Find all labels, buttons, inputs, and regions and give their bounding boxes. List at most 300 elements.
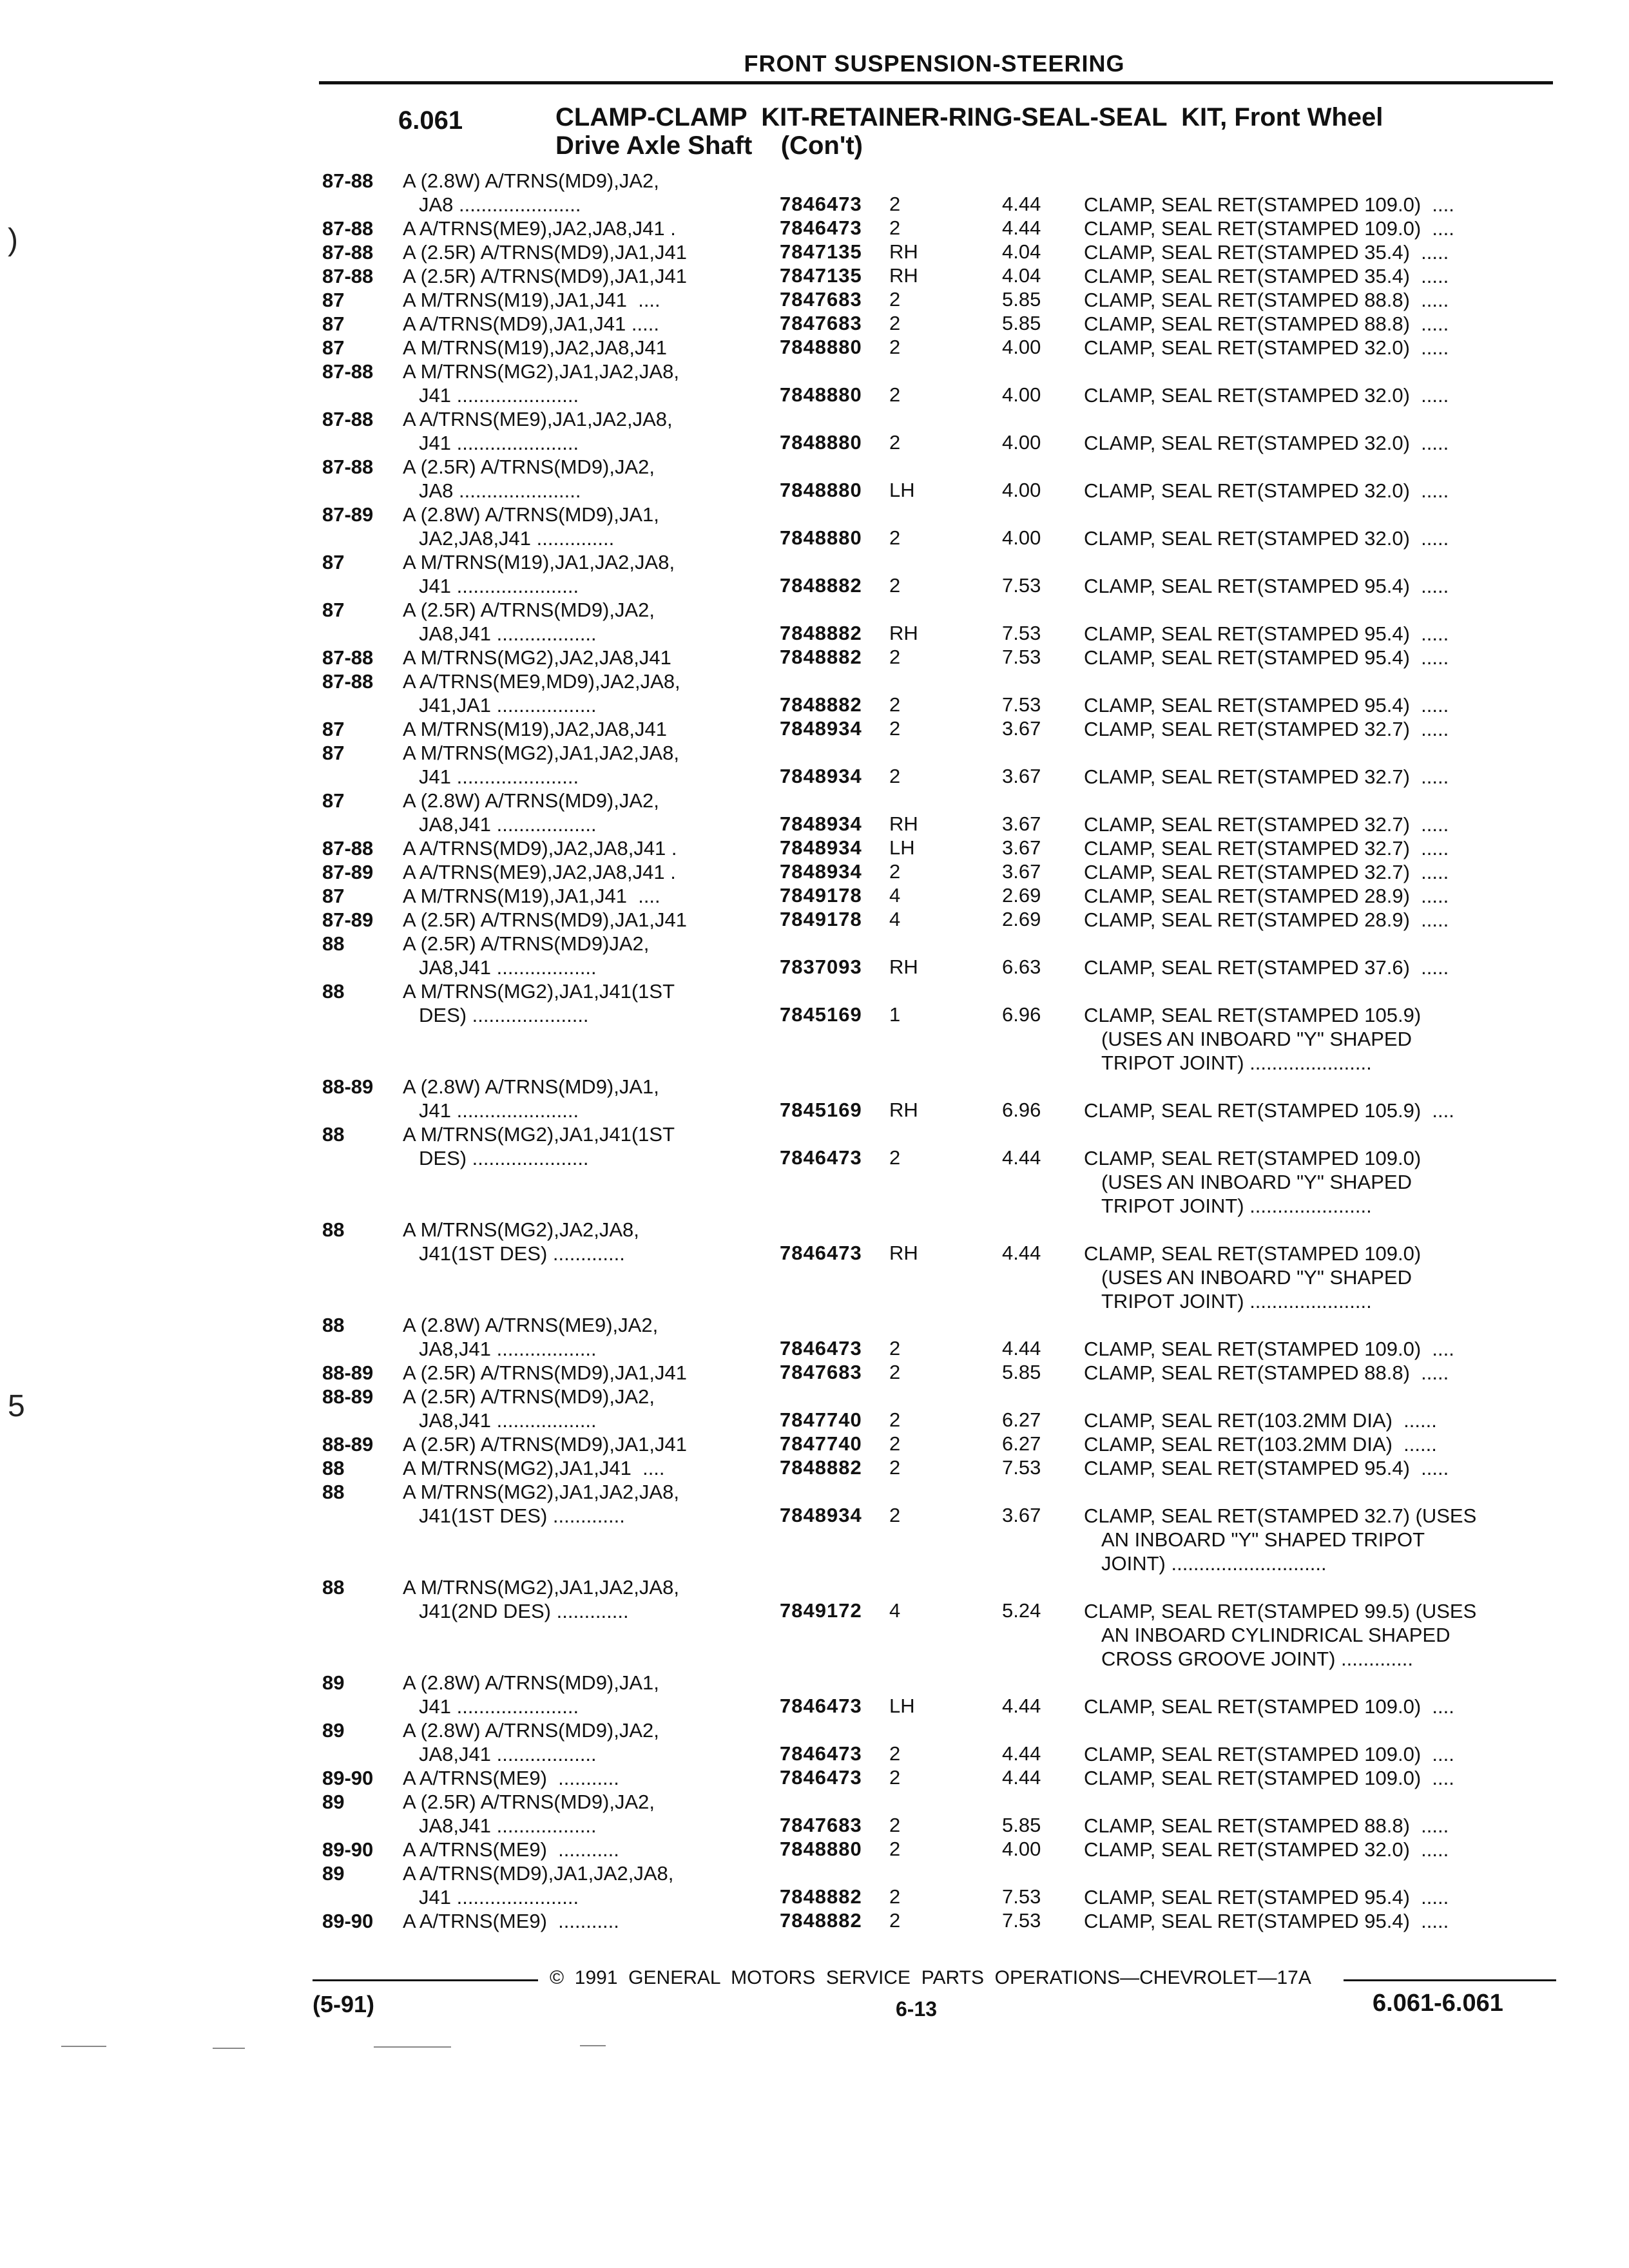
part-number: 7849178 bbox=[780, 884, 862, 907]
application-description bbox=[403, 360, 679, 407]
application-description bbox=[403, 1218, 639, 1265]
footer-section-range: 6.061-6.061 bbox=[1373, 1990, 1503, 2017]
application-description bbox=[403, 598, 655, 646]
part-description-line: CLAMP, SEAL RET(STAMPED 32.7) ..... bbox=[1084, 765, 1449, 788]
quantity: RH bbox=[889, 1242, 918, 1264]
part-number: 7847683 bbox=[780, 1814, 862, 1836]
scan-speck bbox=[61, 2046, 106, 2047]
part-description-continued: CROSS GROOVE JOINT) ............. bbox=[1101, 1648, 1413, 1670]
part-description-continued: (USES AN INBOARD "Y" SHAPED bbox=[1101, 1028, 1412, 1050]
application-line-continued: J41(2ND DES) ............. bbox=[419, 1600, 629, 1622]
application-description bbox=[403, 455, 655, 503]
part-description-line: CLAMP, SEAL RET(STAMPED 105.9) bbox=[1084, 1004, 1422, 1026]
application-line: A A/TRNS(ME9) ........... bbox=[403, 1910, 619, 1932]
part-number: 7848934 bbox=[780, 860, 862, 883]
application-line: A (2.5R) A/TRNS(MD9),JA2, bbox=[403, 599, 655, 621]
year-range: 87-88 bbox=[322, 456, 374, 478]
price: 3.67 bbox=[1002, 717, 1041, 740]
application-line-continued: J41(1ST DES) ............. bbox=[419, 1242, 625, 1265]
part-number: 7845169 bbox=[780, 1003, 862, 1026]
application-description bbox=[403, 669, 680, 717]
application-line: A M/TRNS(MG2),JA1,JA2,JA8, bbox=[403, 1576, 679, 1599]
quantity: 2 bbox=[889, 1432, 901, 1455]
quantity: LH bbox=[889, 1695, 915, 1717]
application-line: A M/TRNS(M19),JA2,JA8,J41 bbox=[403, 718, 668, 740]
application-line: A (2.5R) A/TRNS(MD9),JA2, bbox=[403, 1385, 655, 1408]
year-range: 87 bbox=[322, 312, 345, 335]
part-description-line: CLAMP, SEAL RET(STAMPED 95.4) ..... bbox=[1084, 1886, 1449, 1908]
price: 4.44 bbox=[1002, 193, 1041, 215]
quantity: 2 bbox=[889, 1337, 901, 1360]
part-description-line: CLAMP, SEAL RET(STAMPED 88.8) ..... bbox=[1084, 1814, 1449, 1837]
part-description bbox=[1084, 693, 1449, 717]
application-line: A A/TRNS(ME9) ........... bbox=[403, 1767, 619, 1789]
part-description bbox=[1084, 1766, 1454, 1790]
part-description-continued: AN INBOARD CYLINDRICAL SHAPED bbox=[1101, 1624, 1451, 1646]
page-header-title: FRONT SUSPENSION-STEERING bbox=[744, 50, 1125, 77]
price: 4.44 bbox=[1002, 1695, 1041, 1717]
price: 6.27 bbox=[1002, 1432, 1041, 1455]
application-description bbox=[403, 932, 649, 979]
part-description bbox=[1084, 264, 1449, 288]
application-line-continued: JA8 ...................... bbox=[419, 479, 581, 502]
price: 4.44 bbox=[1002, 1337, 1041, 1360]
price: 5.85 bbox=[1002, 312, 1041, 334]
part-description bbox=[1084, 312, 1449, 336]
price: 7.53 bbox=[1002, 574, 1041, 597]
price: 7.53 bbox=[1002, 622, 1041, 644]
quantity: 2 bbox=[889, 646, 901, 668]
year-range: 87-88 bbox=[322, 408, 374, 430]
part-description bbox=[1084, 431, 1449, 455]
application-line: A (2.8W) A/TRNS(MD9),JA2, bbox=[403, 789, 659, 812]
year-range: 88 bbox=[322, 1314, 345, 1336]
application-line: A M/TRNS(M19),JA2,JA8,J41 bbox=[403, 336, 668, 359]
application-line-continued: JA8 ...................... bbox=[419, 193, 581, 216]
part-description bbox=[1084, 1909, 1449, 1933]
section-title-continued: Drive Axle Shaft (Con't) bbox=[555, 131, 863, 160]
part-description-line: CLAMP, SEAL RET(STAMPED 109.0) .... bbox=[1084, 1767, 1454, 1789]
part-number: 7848880 bbox=[780, 1838, 862, 1860]
quantity: 2 bbox=[889, 288, 901, 311]
quantity: 4 bbox=[889, 884, 901, 907]
part-description-continued: (USES AN INBOARD "Y" SHAPED bbox=[1101, 1266, 1412, 1289]
part-description-line: CLAMP, SEAL RET(STAMPED 95.4) ..... bbox=[1084, 1457, 1449, 1479]
quantity: 2 bbox=[889, 765, 901, 787]
price: 3.67 bbox=[1002, 765, 1041, 787]
quantity: RH bbox=[889, 264, 918, 287]
application-description bbox=[403, 860, 676, 884]
application-description bbox=[403, 288, 660, 312]
part-number: 7847135 bbox=[780, 240, 862, 263]
part-description-line: CLAMP, SEAL RET(STAMPED 88.8) ..... bbox=[1084, 1361, 1449, 1384]
application-description bbox=[403, 216, 676, 240]
part-number: 7848882 bbox=[780, 574, 862, 597]
part-description bbox=[1084, 1885, 1449, 1909]
price: 5.85 bbox=[1002, 1361, 1041, 1383]
quantity: 2 bbox=[889, 574, 901, 597]
price: 4.44 bbox=[1002, 1146, 1041, 1169]
year-range: 87 bbox=[322, 742, 345, 764]
application-line-continued: JA8,J41 .................. bbox=[419, 1814, 597, 1837]
part-number: 7848882 bbox=[780, 646, 862, 668]
part-description-line: CLAMP, SEAL RET(STAMPED 32.7) ..... bbox=[1084, 837, 1449, 860]
year-range: 89 bbox=[322, 1671, 345, 1694]
part-description bbox=[1084, 812, 1449, 836]
quantity: LH bbox=[889, 479, 915, 501]
part-number: 7847135 bbox=[780, 264, 862, 287]
application-line-continued: J41 ...................... bbox=[419, 1099, 579, 1122]
part-description bbox=[1084, 908, 1449, 932]
application-line: A (2.5R) A/TRNS(MD9),JA1,J41 bbox=[403, 241, 688, 264]
part-description-line: CLAMP, SEAL RET(STAMPED 32.7) ..... bbox=[1084, 861, 1449, 883]
part-description bbox=[1084, 240, 1449, 264]
application-line-continued: JA2,JA8,J41 .............. bbox=[419, 527, 615, 550]
application-line: A A/TRNS(ME9),JA1,JA2,JA8, bbox=[403, 408, 673, 430]
part-description bbox=[1084, 1337, 1454, 1361]
year-range: 87 bbox=[322, 336, 345, 359]
year-range: 87-88 bbox=[322, 837, 374, 860]
part-description bbox=[1084, 1742, 1454, 1766]
quantity: RH bbox=[889, 240, 918, 263]
part-number: 7848882 bbox=[780, 1456, 862, 1479]
part-number: 7846473 bbox=[780, 193, 862, 215]
quantity: 2 bbox=[889, 1408, 901, 1431]
footer-copyright: © 1991 GENERAL MOTORS SERVICE PARTS OPERATIONS—CHEVROLET—17A bbox=[550, 1967, 1311, 1988]
part-description-continued: JOINT) ............................ bbox=[1101, 1552, 1327, 1575]
part-description bbox=[1084, 1242, 1421, 1313]
scan-speck bbox=[374, 2046, 451, 2048]
part-description-line: CLAMP, SEAL RET(STAMPED 88.8) ..... bbox=[1084, 312, 1449, 335]
price: 4.44 bbox=[1002, 1242, 1041, 1264]
quantity: 2 bbox=[889, 1766, 901, 1789]
part-description-line: CLAMP, SEAL RET(STAMPED 99.5) (USES bbox=[1084, 1600, 1477, 1622]
part-description-line: CLAMP, SEAL RET(STAMPED 32.0) ..... bbox=[1084, 527, 1449, 550]
price: 4.44 bbox=[1002, 1766, 1041, 1789]
application-line: A (2.8W) A/TRNS(MD9),JA1, bbox=[403, 1671, 659, 1694]
application-line-continued: JA8,J41 .................. bbox=[419, 813, 597, 836]
part-description bbox=[1084, 479, 1449, 503]
quantity: 2 bbox=[889, 1909, 901, 1932]
application-line: A (2.5R) A/TRNS(MD9),JA2, bbox=[403, 456, 655, 478]
year-range: 87-89 bbox=[322, 861, 374, 883]
part-description bbox=[1084, 765, 1449, 789]
year-range: 89-90 bbox=[322, 1767, 374, 1789]
part-description-line: CLAMP, SEAL RET(STAMPED 32.0) ..... bbox=[1084, 336, 1449, 359]
part-number: 7849172 bbox=[780, 1599, 862, 1622]
part-description-line: CLAMP, SEAL RET(STAMPED 32.0) ..... bbox=[1084, 479, 1449, 502]
part-number: 7849178 bbox=[780, 908, 862, 930]
part-number: 7848882 bbox=[780, 622, 862, 644]
part-description bbox=[1084, 193, 1454, 216]
part-description-line: CLAMP, SEAL RET(STAMPED 37.6) ..... bbox=[1084, 956, 1449, 979]
quantity: 2 bbox=[889, 431, 901, 454]
part-number: 7848882 bbox=[780, 693, 862, 716]
part-description bbox=[1084, 836, 1449, 860]
price: 4.44 bbox=[1002, 1742, 1041, 1765]
year-range: 87 bbox=[322, 789, 345, 812]
application-description bbox=[403, 407, 673, 455]
price: 4.00 bbox=[1002, 479, 1041, 501]
quantity: 2 bbox=[889, 1885, 901, 1908]
application-description bbox=[403, 741, 679, 789]
price: 7.53 bbox=[1002, 1885, 1041, 1908]
part-description-line: CLAMP, SEAL RET(STAMPED 109.0) .... bbox=[1084, 217, 1454, 240]
margin-mark: ) bbox=[8, 223, 18, 257]
part-description-continued: TRIPOT JOINT) ...................... bbox=[1101, 1195, 1372, 1217]
quantity: 2 bbox=[889, 717, 901, 740]
part-description-continued: TRIPOT JOINT) ...................... bbox=[1101, 1052, 1372, 1074]
part-number: 7847683 bbox=[780, 1361, 862, 1383]
quantity: 2 bbox=[889, 1814, 901, 1836]
part-description-line: CLAMP, SEAL RET(STAMPED 32.7) (USES bbox=[1084, 1504, 1477, 1527]
application-description bbox=[403, 789, 659, 836]
price: 4.00 bbox=[1002, 526, 1041, 549]
application-description bbox=[403, 1385, 655, 1432]
header-rule bbox=[319, 81, 1553, 84]
application-line: A (2.5R) A/TRNS(MD9),JA1,J41 bbox=[403, 1361, 688, 1384]
part-number: 7837093 bbox=[780, 956, 862, 978]
application-line-continued: JA8,J41 .................. bbox=[419, 1338, 597, 1360]
application-description bbox=[403, 1122, 675, 1170]
year-range: 87 bbox=[322, 599, 345, 621]
year-range: 87-88 bbox=[322, 169, 374, 192]
application-line: A M/TRNS(M19),JA1,J41 .... bbox=[403, 289, 660, 311]
application-description bbox=[403, 1480, 679, 1528]
application-line: A M/TRNS(MG2),JA1,J41(1ST bbox=[403, 1123, 675, 1146]
quantity: RH bbox=[889, 812, 918, 835]
part-description-continued: AN INBOARD "Y" SHAPED TRIPOT bbox=[1101, 1528, 1425, 1551]
application-description bbox=[403, 1575, 679, 1623]
application-description bbox=[403, 1909, 619, 1933]
application-description bbox=[403, 1456, 665, 1480]
part-number: 7848934 bbox=[780, 812, 862, 835]
part-number: 7848880 bbox=[780, 479, 862, 501]
application-description bbox=[403, 1361, 687, 1385]
application-line: A A/TRNS(MD9),JA1,JA2,JA8, bbox=[403, 1862, 674, 1885]
part-description-line: CLAMP, SEAL RET(STAMPED 105.9) .... bbox=[1084, 1099, 1454, 1122]
quantity: 2 bbox=[889, 312, 901, 334]
part-description-line: CLAMP, SEAL RET(103.2MM DIA) ...... bbox=[1084, 1409, 1437, 1432]
quantity: 1 bbox=[889, 1003, 901, 1026]
price: 4.44 bbox=[1002, 216, 1041, 239]
part-number: 7848880 bbox=[780, 336, 862, 358]
part-number: 7846473 bbox=[780, 1742, 862, 1765]
part-description-line: CLAMP, SEAL RET(STAMPED 109.0) .... bbox=[1084, 1743, 1454, 1765]
part-description bbox=[1084, 1695, 1454, 1718]
year-range: 87-88 bbox=[322, 241, 374, 264]
part-description-continued: (USES AN INBOARD "Y" SHAPED bbox=[1101, 1171, 1412, 1193]
part-description bbox=[1084, 717, 1449, 741]
price: 7.53 bbox=[1002, 1909, 1041, 1932]
price: 3.67 bbox=[1002, 1504, 1041, 1526]
year-range: 87-89 bbox=[322, 908, 374, 931]
year-range: 88 bbox=[322, 1576, 345, 1599]
part-number: 7848880 bbox=[780, 431, 862, 454]
application-line: A M/TRNS(MG2),JA2,JA8, bbox=[403, 1218, 639, 1241]
application-line: A M/TRNS(MG2),JA1,JA2,JA8, bbox=[403, 742, 679, 764]
price: 7.53 bbox=[1002, 1456, 1041, 1479]
footer-rule-left bbox=[313, 1979, 538, 1981]
year-range: 89 bbox=[322, 1862, 345, 1885]
application-line: A M/TRNS(MG2),JA2,JA8,J41 bbox=[403, 646, 671, 669]
part-number: 7846473 bbox=[780, 1766, 862, 1789]
part-description bbox=[1084, 646, 1449, 669]
part-description-line: CLAMP, SEAL RET(STAMPED 35.4) ..... bbox=[1084, 265, 1449, 287]
part-number: 7847683 bbox=[780, 312, 862, 334]
part-description-line: CLAMP, SEAL RET(STAMPED 109.0) bbox=[1084, 1242, 1422, 1265]
year-range: 87-88 bbox=[322, 360, 374, 383]
year-range: 88 bbox=[322, 1123, 345, 1146]
application-line: A M/TRNS(MG2),JA1,JA2,JA8, bbox=[403, 1481, 679, 1503]
part-description bbox=[1084, 622, 1449, 646]
price: 4.04 bbox=[1002, 240, 1041, 263]
application-line: A (2.8W) A/TRNS(MD9),JA1, bbox=[403, 1075, 659, 1098]
price: 5.85 bbox=[1002, 288, 1041, 311]
quantity: RH bbox=[889, 1099, 918, 1121]
application-description bbox=[403, 1432, 687, 1456]
price: 7.53 bbox=[1002, 646, 1041, 668]
part-description bbox=[1084, 1146, 1421, 1218]
part-number: 7847740 bbox=[780, 1432, 862, 1455]
application-line: A A/TRNS(ME9),JA2,JA8,J41 . bbox=[403, 217, 676, 240]
application-description bbox=[403, 550, 675, 598]
application-line-continued: JA8,J41 .................. bbox=[419, 622, 597, 645]
application-line: A M/TRNS(MG2),JA1,JA2,JA8, bbox=[403, 360, 679, 383]
part-description bbox=[1084, 288, 1449, 312]
part-number: 7846473 bbox=[780, 1146, 862, 1169]
year-range: 89 bbox=[322, 1719, 345, 1742]
part-description bbox=[1084, 860, 1449, 884]
part-number: 7848882 bbox=[780, 1909, 862, 1932]
price: 4.00 bbox=[1002, 1838, 1041, 1860]
application-description bbox=[403, 836, 677, 860]
application-description bbox=[403, 1790, 655, 1838]
year-range: 88 bbox=[322, 1457, 345, 1479]
application-description bbox=[403, 1671, 659, 1718]
footer-date-code: (5-91) bbox=[313, 1991, 375, 2017]
part-description-line: CLAMP, SEAL RET(STAMPED 109.0) bbox=[1084, 1147, 1422, 1169]
year-range: 87 bbox=[322, 885, 345, 907]
margin-mark: 5 bbox=[8, 1389, 25, 1423]
part-number: 7847740 bbox=[780, 1408, 862, 1431]
part-description bbox=[1084, 1838, 1449, 1861]
part-description-line: CLAMP, SEAL RET(STAMPED 95.4) ..... bbox=[1084, 575, 1449, 597]
price: 5.85 bbox=[1002, 1814, 1041, 1836]
price: 4.00 bbox=[1002, 336, 1041, 358]
price: 3.67 bbox=[1002, 836, 1041, 859]
application-line: A (2.5R) A/TRNS(MD9),JA2, bbox=[403, 1791, 655, 1813]
part-description-line: CLAMP, SEAL RET(STAMPED 95.4) ..... bbox=[1084, 1910, 1449, 1932]
part-number: 7848934 bbox=[780, 765, 862, 787]
year-range: 88 bbox=[322, 932, 345, 955]
year-range: 87 bbox=[322, 551, 345, 573]
part-description bbox=[1084, 1361, 1449, 1385]
year-range: 87 bbox=[322, 289, 345, 311]
part-description bbox=[1084, 1814, 1449, 1838]
application-description bbox=[403, 336, 667, 360]
quantity: 2 bbox=[889, 1838, 901, 1860]
application-line-continued: J41 ...................... bbox=[419, 432, 579, 454]
application-description bbox=[403, 979, 675, 1027]
part-description-continued: TRIPOT JOINT) ...................... bbox=[1101, 1290, 1372, 1312]
part-description-line: CLAMP, SEAL RET(STAMPED 28.9) ..... bbox=[1084, 885, 1449, 907]
year-range: 87-88 bbox=[322, 646, 374, 669]
year-range: 87-88 bbox=[322, 217, 374, 240]
application-line: A (2.5R) A/TRNS(MD9),JA1,J41 bbox=[403, 265, 688, 287]
year-range: 89-90 bbox=[322, 1910, 374, 1932]
application-line: A (2.5R) A/TRNS(MD9),JA1,J41 bbox=[403, 908, 688, 931]
application-description bbox=[403, 503, 659, 550]
quantity: 2 bbox=[889, 1504, 901, 1526]
quantity: 2 bbox=[889, 693, 901, 716]
part-description-line: CLAMP, SEAL RET(103.2MM DIA) ...... bbox=[1084, 1433, 1437, 1456]
application-line-continued: JA8,J41 .................. bbox=[419, 956, 597, 979]
quantity: 2 bbox=[889, 216, 901, 239]
part-description-line: CLAMP, SEAL RET(STAMPED 28.9) ..... bbox=[1084, 908, 1449, 931]
part-description bbox=[1084, 1432, 1437, 1456]
part-number: 7848882 bbox=[780, 1885, 862, 1908]
application-line: A M/TRNS(M19),JA1,JA2,JA8, bbox=[403, 551, 675, 573]
application-line: A A/TRNS(ME9),JA2,JA8,J41 . bbox=[403, 861, 676, 883]
part-description-line: CLAMP, SEAL RET(STAMPED 95.4) ..... bbox=[1084, 622, 1449, 645]
application-description bbox=[403, 1861, 673, 1909]
year-range: 88 bbox=[322, 980, 345, 1003]
footer-page-number: 6-13 bbox=[896, 1997, 938, 2021]
application-description bbox=[403, 312, 659, 336]
section-title: CLAMP-CLAMP KIT-RETAINER-RING-SEAL-SEAL KIT, Front Wheel bbox=[555, 103, 1383, 131]
part-description bbox=[1084, 884, 1449, 908]
application-line-continued: J41 ...................... bbox=[419, 575, 579, 597]
application-line-continued: DES) ..................... bbox=[419, 1004, 589, 1026]
part-description bbox=[1084, 1099, 1454, 1122]
part-description bbox=[1084, 216, 1454, 240]
application-description bbox=[403, 169, 659, 216]
quantity: 2 bbox=[889, 383, 901, 406]
year-range: 89 bbox=[322, 1791, 345, 1813]
price: 7.53 bbox=[1002, 693, 1041, 716]
application-line-continued: J41,JA1 .................. bbox=[419, 694, 597, 716]
application-line: A A/TRNS(MD9),JA2,JA8,J41 . bbox=[403, 837, 677, 860]
price: 5.24 bbox=[1002, 1599, 1041, 1622]
application-description bbox=[403, 240, 687, 264]
application-line-continued: J41 ...................... bbox=[419, 384, 579, 407]
quantity: RH bbox=[889, 622, 918, 644]
application-description bbox=[403, 1718, 659, 1766]
part-description bbox=[1084, 336, 1449, 360]
year-range: 87-89 bbox=[322, 503, 374, 526]
year-range: 88-89 bbox=[322, 1075, 374, 1098]
part-description bbox=[1084, 1599, 1476, 1671]
application-line: A (2.8W) A/TRNS(ME9),JA2, bbox=[403, 1314, 659, 1336]
part-description-line: CLAMP, SEAL RET(STAMPED 32.7) ..... bbox=[1084, 718, 1449, 740]
part-description-line: CLAMP, SEAL RET(STAMPED 109.0) .... bbox=[1084, 1338, 1454, 1360]
part-description bbox=[1084, 526, 1449, 550]
quantity: 2 bbox=[889, 1361, 901, 1383]
application-description bbox=[403, 646, 671, 669]
part-description-line: CLAMP, SEAL RET(STAMPED 95.4) ..... bbox=[1084, 646, 1449, 669]
part-description-line: CLAMP, SEAL RET(STAMPED 88.8) ..... bbox=[1084, 289, 1449, 311]
price: 3.67 bbox=[1002, 812, 1041, 835]
quantity: 2 bbox=[889, 1742, 901, 1765]
application-line: A (2.5R) A/TRNS(MD9)JA2, bbox=[403, 932, 650, 955]
year-range: 88 bbox=[322, 1218, 345, 1241]
quantity: RH bbox=[889, 956, 918, 978]
part-description bbox=[1084, 574, 1449, 598]
application-description bbox=[403, 1313, 658, 1361]
part-number: 7848934 bbox=[780, 717, 862, 740]
part-number: 7848880 bbox=[780, 526, 862, 549]
